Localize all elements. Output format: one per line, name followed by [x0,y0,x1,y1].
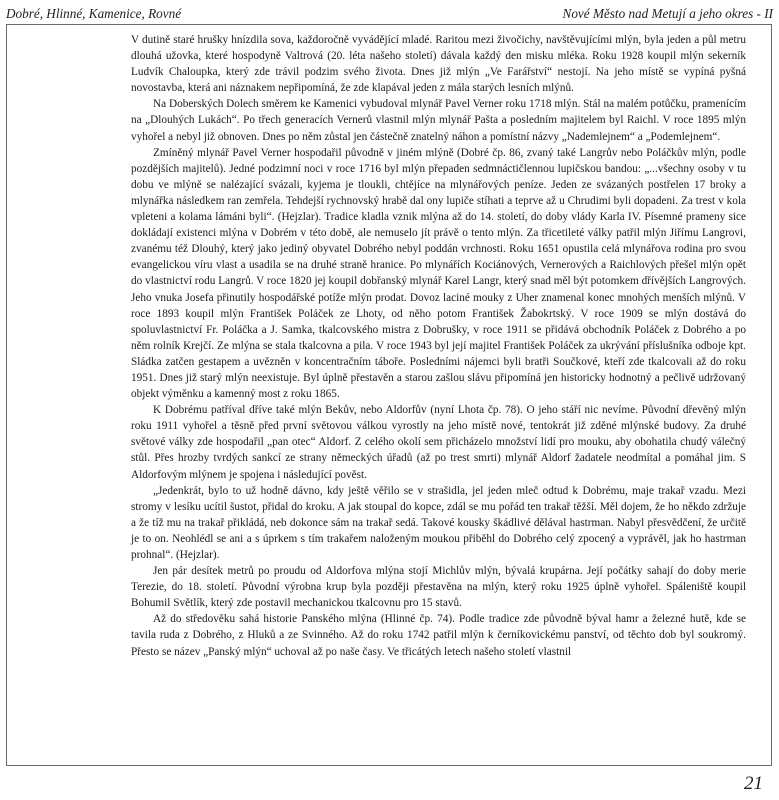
header-right-title: Nové Město nad Metují a jeho okres - II [562,6,773,21]
page-number: 21 [744,773,763,794]
body-text [131,32,746,660]
paragraph: Zmíněný mlynář Pavel Verner hospodařil původně v jiném mlýně (Dobré čp. 86, zvaný také Langrův nebo Poláčkův mlýn, podle pozdějších majitelů). Jedné podzimní noci v roce 1716 byl mlýn přepaden sedmnáctičlennou lupičskou bandou: „...všechny osoby v tu dobu ve mlýně se nalézající svázali, kyjema je tloukli, chtějíce na mlynářových peníze. Jeden ze svázaných postřelen 17 broky a mlynářka následkem ran zemřela. Tehdejší rychnovský hrabě dal ony lupiče stíhati a teprve až u Chrudimi byli dopadeni. Za trest v kola vpleteni a kolama lámáni byli“. (Hejzlar). Tradice kladla vznik mlýna až do 14. století, do doby vlády Karla IV. Písemné prameny sice dokládají existenci mlýna v Dobrém v této době, ale nemuselo jít právě o tento mlýn. Za třicetileté války patřil mlýn Jiřímu Langrovi, zvanému též Dlouhý, který jako jediný obyvatel Dobrého nebyl poddán vrchnosti. Roku 1651 opustila celá mlynářova rodina pro svou evangelickou víru vlast a usadila se na druhé straně hranice. Po mlynářích Kociánových, Vernerových a Raichlových přešel mlýn opět do vlastnictví rodu Langrů. V roce 1820 jej koupil dobřanský mlynář Karel Langr, který snad měl být potomkem dřívějších Langrových. Jeho vnuka Josefa přinutily hospodářské potíže mlýn prodat. Dovoz laciné mouky z Uher znamenal konec mnohých menších mlýnů. V roce 1893 koupil mlýn František Poláček ze Lhoty, od něho potom František Žabokrtský. V roce 1909 se mlýn dostává do spoluvlastnictví Fr. Poláčka a J. Samka, tkalcovského mistra z Dobrušky, v roce 1911 se přidává obchodník Poláček z Dobrého a po něm rolník Krejčí. Ze mlýna se stala tkalcovna a pila. V roce 1943 byl její majitel František Poláček za ukrývání příslušníka odboje kpt. Sládka zatčen gestapem a uvězněn v koncentračním táboře. Posledními nájemci byli bratři Součkové, kteří zde tkalcovali až do roku 1951. Dnes již starý mlýn neexistuje. Byl úplně přestavěn a starou zašlou slávu připomíná jen historicky hodnotný a pečlivě udržovaný objekt výměnku a kamenný most z roku 1865. [131,146,746,401]
paragraph: Až do středověku sahá historie Panského mlýna (Hlinné čp. 74). Podle tradice zde původně býval hamr a železné hutě, kde se tavila ruda z Dobrého, z Hluků a ze Svinného. Až do roku 1742 patřil mlýn k černíkovickému panství, od těchto dob byl soukromý. Přesto se název „Panský mlýn“ uchoval až po naše časy. Ve třicátých letech našeho století vlastnil [131,613,746,658]
paragraph: K Dobrému patříval dříve také mlýn Bekův, nebo Aldorfův (nyní Lhota čp. 78). O jeho stáří nic nevíme. Původní dřevěný mlýn roku 1911 vyhořel a těsně před první světovou válkou vyrostly na jeho místě nové, tentokrát již zděné mlýnské budovy. Za druhé světové války zde hospodařil „pan otec“ Aldorf. Z celého okolí sem přicházelo množství lidí pro mouku, aby obohatila chudý válečný stůl. Přes hrozby tvrdých sankcí ze strany německých úřadů (až po trest smrti) mlynář Aldorf žadatele neodmítal a pomáhal jim. S Aldorfovým mlýnem je spojena i následující pověst. [131,404,746,481]
running-header [4,2,773,22]
paragraph: V dutině staré hrušky hnízdila sova, každoročně vyvádějící mladé. Raritou mezi živočichy, navštěvujícími mlýn, byla jeden a půl metru dlouhá užovka, které hospodyně Valtrová (20. léta našeho století) dávala každý den misku mléka. Roku 1928 koupil mlýn sekerník Ludvík Chaloupka, který zde trávil podzim svého života. Dnes již mlýn „Ve Farářství“ nestojí. Na jeho místě se vypíná pyšná novostavba, která ani náznakem nepřipomíná, že zde klapával jeden z mála starých lesních mlýnů. [131,34,746,95]
paragraph: Na Doberských Dolech směrem ke Kamenici vybudoval mlynář Pavel Verner roku 1718 mlýn. Stál na malém potůčku, pramenícím na „Dlouhých Lukách“. Po třech generacích Vernerů vlastnil mlýn mlynář Pašta a posledním majitelem byl Raichl. V roce 1895 mlýn vyhořel a nebyl již obnoven. Dnes po něm zůstal jen částečně znatelný náhon a pomístní názvy „Nademlejnem“ a „Podemlejnem“. [131,98,746,143]
header-left-title: Dobré, Hlinné, Kamenice, Rovné [6,6,182,21]
paragraph: Jen pár desítek metrů po proudu od Aldorfova mlýna stojí Michlův mlýn, bývalá krupárna. Její počátky sahají do doby merie Terezie, do 18. století. Původní výrobna krup byla později přestavěna na mlýn, který roku 1925 úplně vyhořel. Spáleniště koupil Bohumil Světlík, který zde postavil mechanickou tkalcovnu pro 15 stavů. [131,565,746,610]
paragraph: „Jedenkrát, bylo to už hodně dávno, kdy ještě věřilo se v strašidla, jel jeden mleč odtud k Dobrému, maje trakař vzadu. Mezi stromy v lesíku ucítil šustot, přidal do kroku. A jak stoupal do kopce, zdál se mu pořád ten trakař těžší. Měl dojem, že ho někdo zdržuje a že tíž mu na trakař přikládá, neb dokonce sám na trakař sedá. Takové kousky škádlivé dělával hastrman. Nabyl přesvědčení, že určitě je to on. Neohlédl se ani a s úprkem s tím trakařem naloženým moukou přiběhl do Dobrého celý zpocený a vyprávěl, jak ho hastrman prohnal“. (Hejzlar). [131,484,746,561]
